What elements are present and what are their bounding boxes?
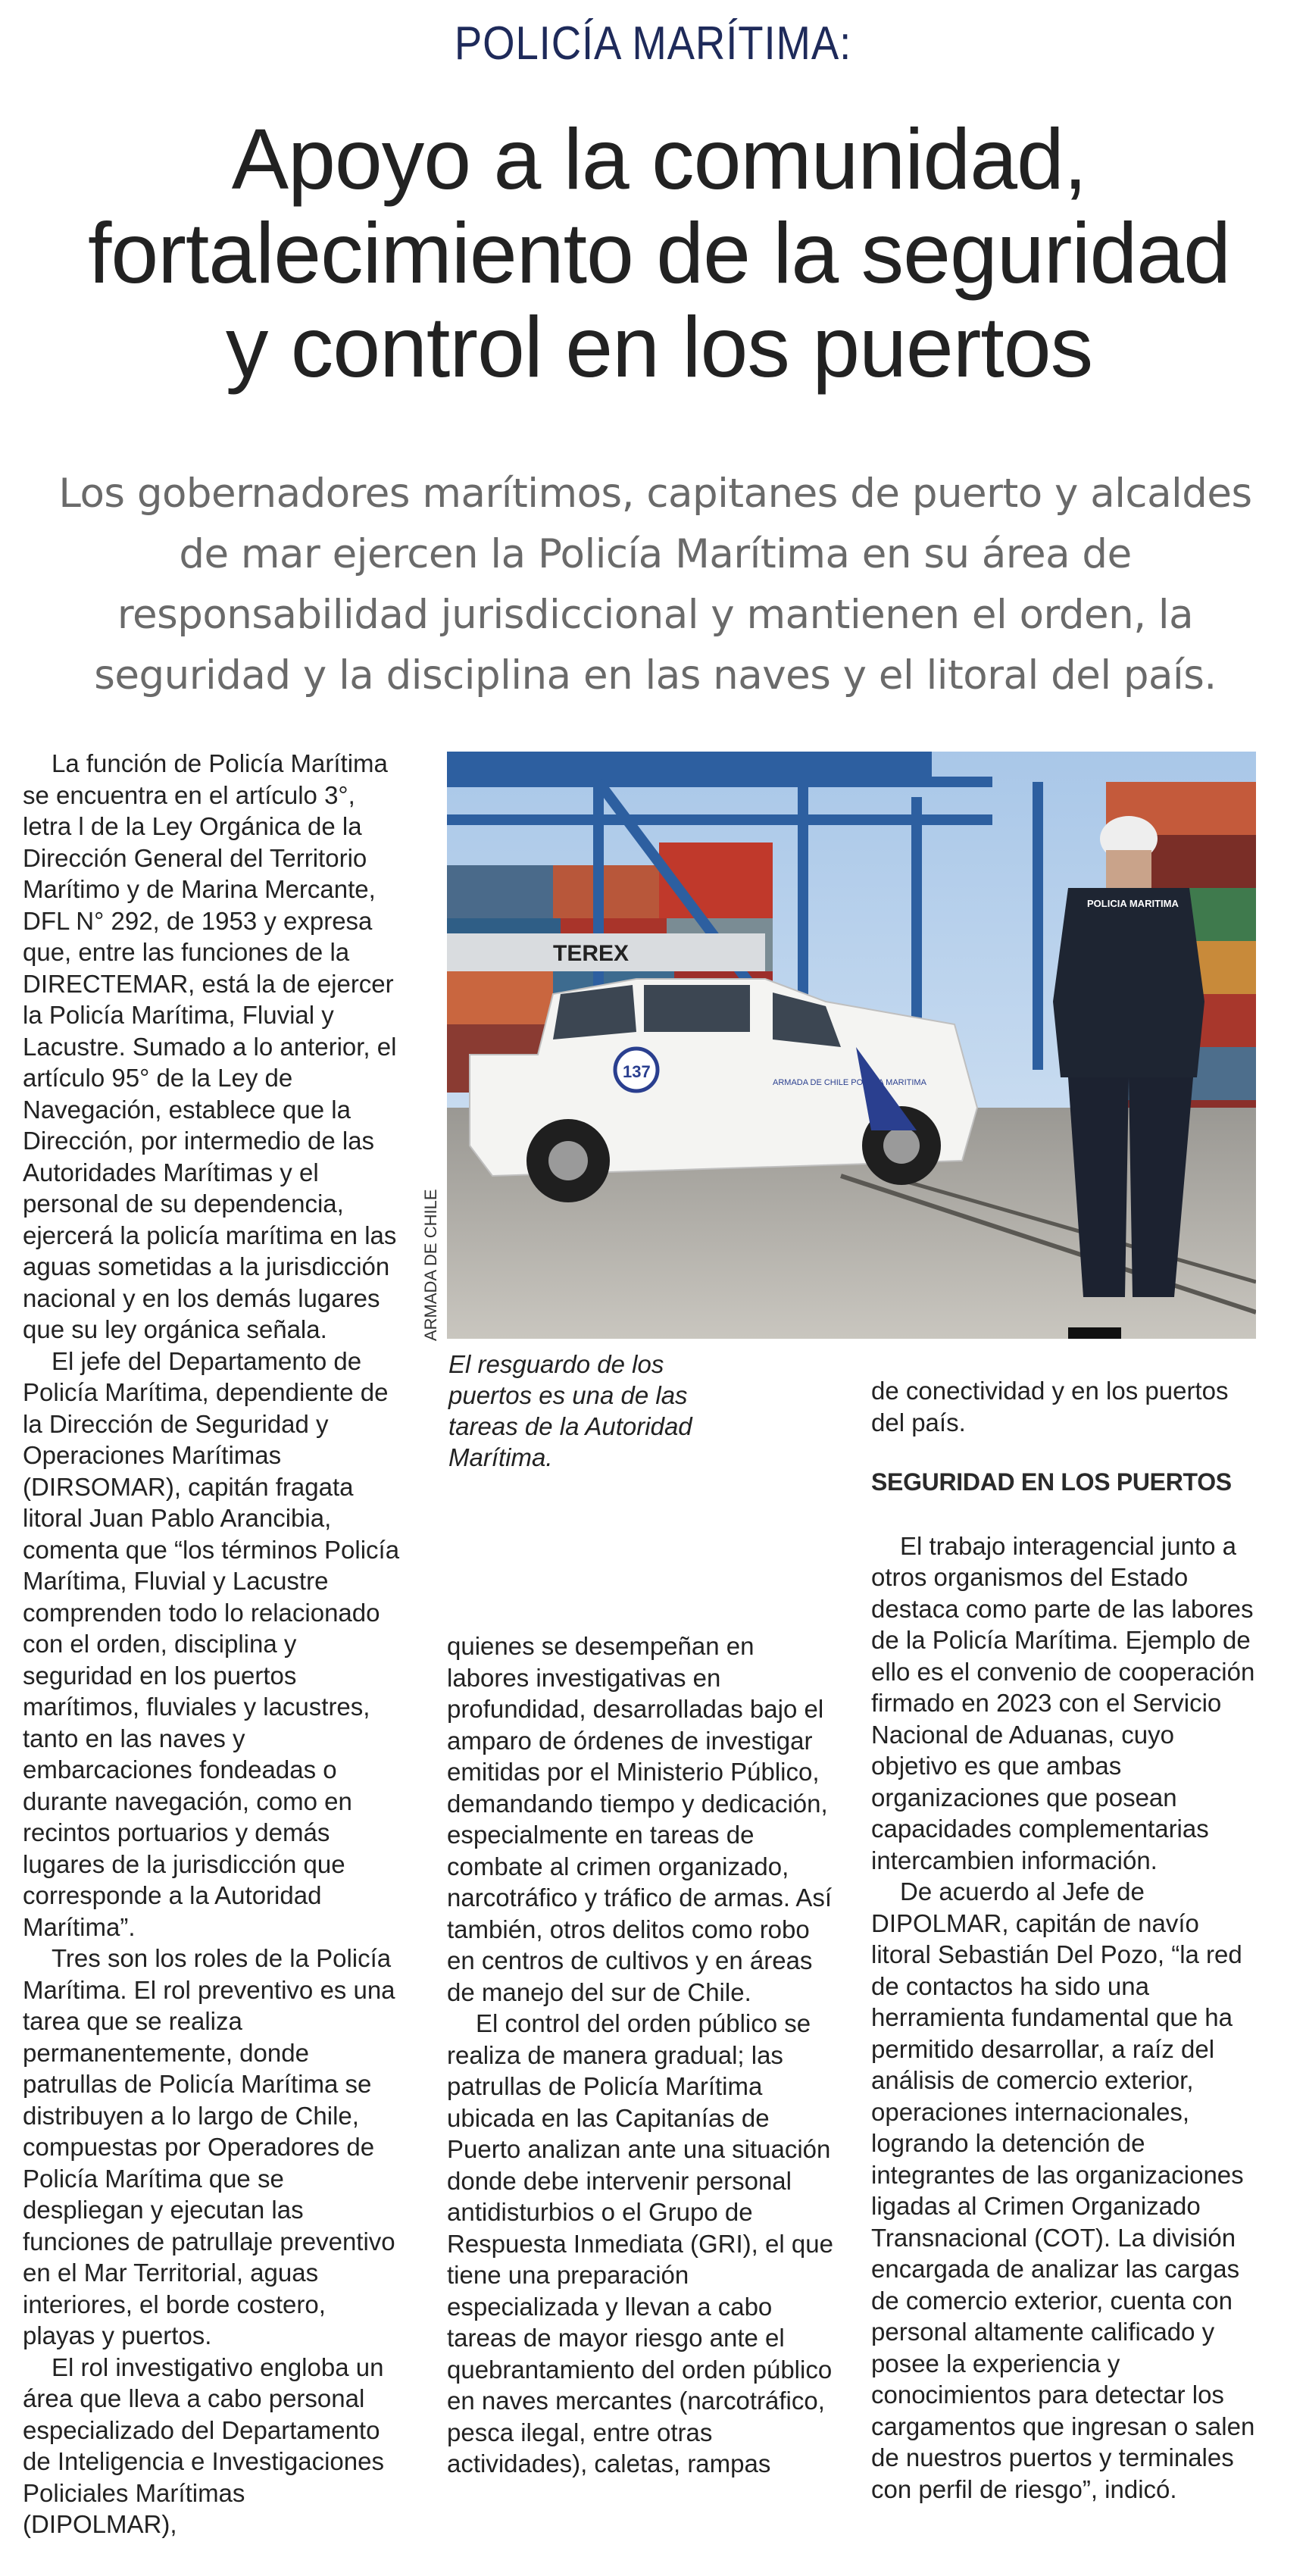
body-paragraph-4a: El rol investigativo engloba un área que lleva a cabo personal especializado del Departamento de Inteligencia e Investigaciones Policiales Marítimas (DIPOLMAR), (23, 2352, 384, 2538)
section-kicker: POLICÍA MARÍTIMA: (454, 17, 852, 70)
body-paragraph-6: El trabajo interagencial junto a otros organismos del Estado destaca como parte de las labores de la Policía Marítima. Ejemplo de ello es el convenio de cooperación firmado en 2023 con el Servicio Nacional de Aduanas, cuyo objetivo es que ambas organizaciones que posean capacidades complementarias intercambien información. (871, 1531, 1255, 1874)
headline-line-2: fortalecimiento de la seguridad (88, 205, 1230, 301)
vehicle-text: ARMADA DE CHILE POLICIA MARITIMA (773, 1078, 926, 1087)
body-paragraph-2: El jefe del Departamento de Policía Marítima, dependiente de la Dirección de Seguridad y Operaciones Marítimas (DIRSOMAR), capitán fragata litoral Juan Pablo Arancibia, comenta que “los términos Policía Marítima, Fluvial y Lacustre comprenden todo lo relacionado con el orden, disciplina y seguridad en los puertos marítimos, fluviales y lacustres, tanto en las naves y embarcaciones fondeadas o durante navegación, como en recintos portuarios y demás lugares de la jurisdicción que corresponde a la Autoridad Marítima”. (23, 1346, 400, 1941)
body-paragraph-5b: de conectividad y en los puertos del país. (871, 1377, 1229, 1436)
headline-line-1: Apoyo a la comunidad, (231, 111, 1087, 207)
photo-credit: ARMADA DE CHILE (421, 1189, 440, 1341)
body-paragraph-3: Tres son los roles de la Policía Marítima. El rol preventivo es una tarea que se realiza permanentemente, donde patrullas de Policía Marítima se distribuyen a lo largo de Chile, compuestas por Operadores de Policía Marítima que se despliegan y ejecutan las funciones de patrullaje preventivo en el Mar Territorial, aguas interiores, el borde costero, playas y puertos. (23, 1944, 395, 2349)
deck-summary: Los gobernadores marítimos, capitanes de puerto y alcaldes de mar ejercen la Policía Marítima en su área de responsabilidad jurisdiccional y mantienen el orden, la seguridad y la disciplina en las naves y el litoral del país. (58, 470, 1252, 699)
article-photo (447, 752, 1256, 1339)
body-paragraph-4b: quienes se desempeñan en labores investigativas en profundidad, desarrolladas bajo el amparo de órdenes de investigar emitidas por el Ministerio Público, demandando tiempo y dedicación, especialmente en tareas de combate al crimen organizado, narcotráfico y tráfico de armas. Así también, otros delitos como robo en centros de cultivos y en áreas de manejo del sur de Chile. (447, 1632, 833, 2006)
crane-brand-text: TEREX (553, 941, 630, 966)
section-subhead: SEGURIDAD EN LOS PUERTOS (871, 1468, 1232, 1496)
body-paragraph-7: De acuerdo al Jefe de DIPOLMAR, capitán de navío litoral Sebastián Del Pozo, “la red de contactos ha sido una herramienta fundamental que ha permitido desarrollar, a raíz del análisis de comercio exterior, operaciones internacionales, logrando la detención de integrantes de las organizaciones ligadas al Crimen Organizado Transnacional (COT). La división encargada de analizar las cargas de comercio exterior, cuenta con personal altamente calificado y posee la experiencia y conocimientos para detectar los cargamentos que ingresan o salen de nuestros puertos y terminales con perfil de riesgo”, indicó. (871, 1877, 1255, 2503)
body-column-1 (23, 748, 401, 2540)
vehicle-number: 137 (623, 1062, 651, 1081)
body-column-2 (447, 1630, 837, 2480)
body-column-3 (871, 1375, 1265, 2505)
body-paragraph-1: La función de Policía Marítima se encuentra en el artículo 3°, letra l de la Ley Orgánica de la Dirección General del Territorio Marítimo y de Marina Mercante, DFL N° 292, de 1953 y expresa que, entre las funciones de la DIRECTEMAR, está la de ejercer la Policía Marítima, Fluvial y Lacustre. Sumado a lo anterior, el artículo 95° de la Ley de Navegación, establece que la Dirección, por intermedio de las Autoridades Marítimas y el personal de su dependencia, ejercerá la policía marítima en las aguas sometidas a la jurisdicción nacional y en los demás lugares que su ley orgánica señala. (23, 749, 397, 1343)
headline-line-3: y control en los puertos (225, 299, 1093, 395)
headline (45, 112, 1273, 394)
body-paragraph-5a: El control del orden público se realiza de manera gradual; las patrullas de Policía Marítima ubicada en las Capitanías de Puerto analizan ante una situación donde debe intervenir personal antidisturbios o el Grupo de Respuesta Inmediata (GRI), el que tiene una preparación especializada y llevan a cabo tareas de mayor riesgo ante el quebrantamiento del orden público en naves mercantes (narcotráfico, pesca ilegal, entre otras actividades), caletas, rampas (447, 2009, 833, 2478)
photo-caption: El resguardo de los puertos es una de las tareas de la Autoridad Marítima. (448, 1350, 692, 1471)
officer-vest-text: POLICIA MARITIMA (1087, 898, 1179, 909)
